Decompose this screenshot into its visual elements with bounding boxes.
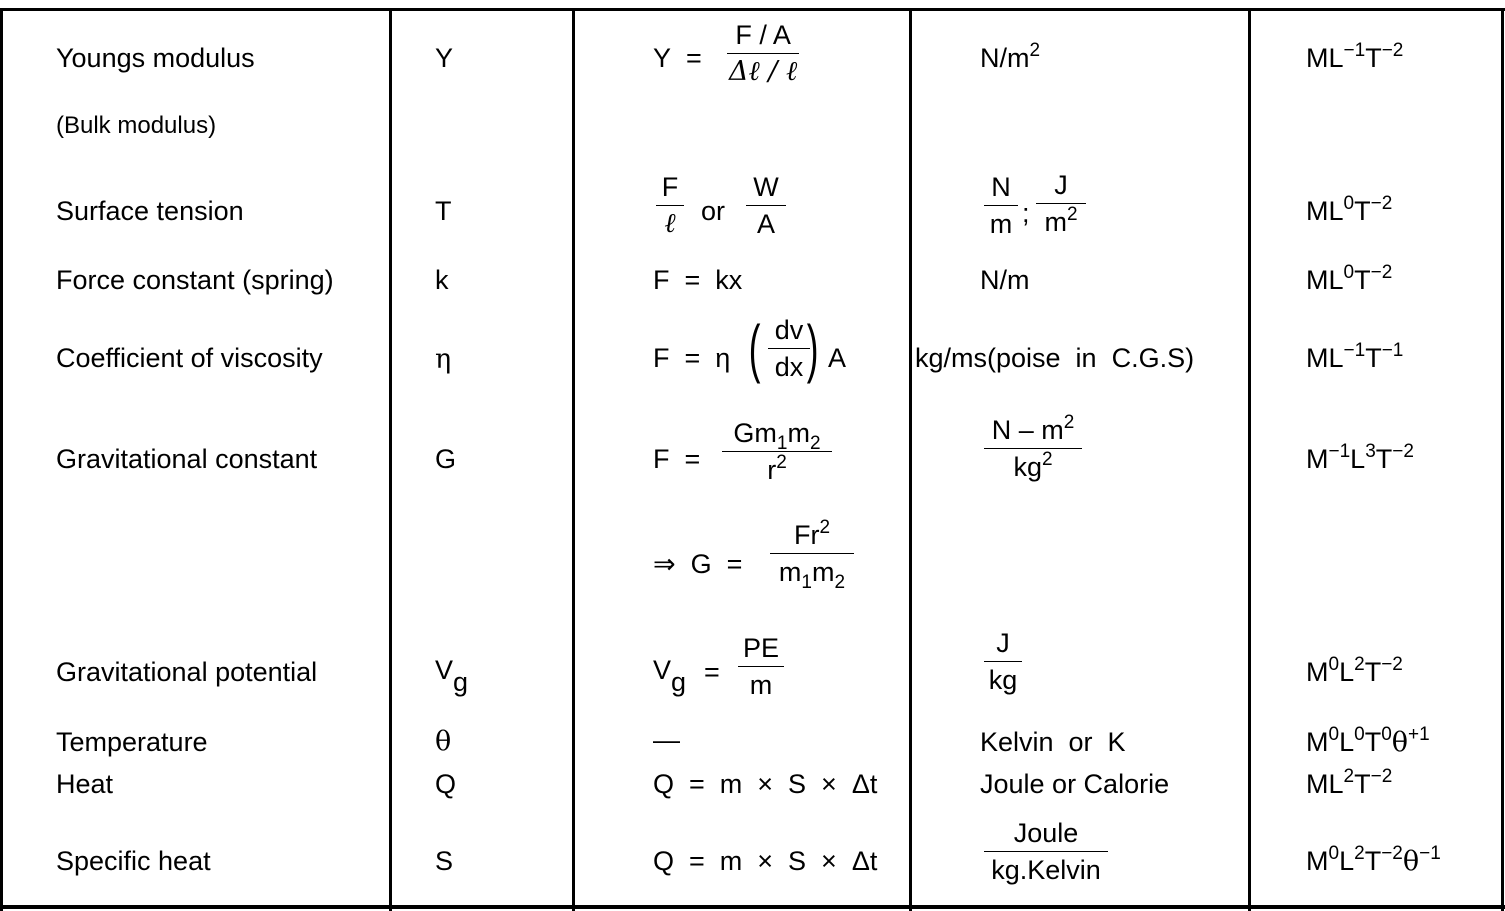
- dim-exp: 0: [1328, 654, 1340, 675]
- unit-base: N/m: [980, 43, 1030, 73]
- formula-fraction: [770, 517, 854, 593]
- fraction-denominator: m: [738, 666, 784, 700]
- fraction-denominator: Δℓ / ℓ: [727, 53, 799, 87]
- quantity-symbol: Y: [435, 43, 454, 73]
- quantity-name: Specific heat: [56, 846, 211, 876]
- dim-base: θ: [1391, 727, 1409, 758]
- fraction-denominator: ℓ: [656, 205, 684, 239]
- numerator-subscript: 2: [810, 433, 821, 454]
- fraction-numerator: F / A: [735, 20, 791, 50]
- fraction-numerator: dv: [774, 315, 804, 345]
- dim-exp: 0: [1381, 724, 1392, 745]
- fraction-denominator: [984, 448, 1082, 482]
- dim-base: M: [1306, 846, 1329, 876]
- unit: Kelvin or K: [980, 727, 1126, 757]
- unit-fraction: [984, 628, 1022, 695]
- formula-lhs-subscript: g: [671, 667, 687, 697]
- denominator-base: m: [1044, 207, 1067, 237]
- formula-lhs: ⇒ G =: [653, 549, 743, 579]
- dim-base: T: [1364, 846, 1382, 876]
- dim-exp: 0: [1354, 724, 1365, 745]
- fraction-numerator: W: [753, 172, 779, 202]
- numerator-exponent: 2: [819, 517, 831, 538]
- formula-lhs: [653, 655, 687, 697]
- fraction-numerator: [722, 418, 832, 454]
- dim-exp: 0: [1343, 262, 1355, 283]
- dim-base: L: [1350, 444, 1366, 474]
- unit: Joule or Calorie: [980, 769, 1170, 799]
- unit-separator: ;: [1022, 198, 1030, 228]
- dim-exp: 2: [1343, 766, 1355, 787]
- quantity-note: (Bulk modulus): [56, 112, 217, 139]
- fraction-numerator: J: [1054, 170, 1068, 200]
- fraction-denominator: [770, 553, 854, 593]
- numerator-base: Fr: [793, 520, 820, 550]
- denominator-part: m: [812, 557, 835, 587]
- dim-base: ML: [1306, 43, 1344, 73]
- dim-base: T: [1364, 727, 1382, 757]
- quantity-symbol: [435, 655, 469, 697]
- dimension: [1306, 193, 1393, 226]
- numerator-base: N – m: [991, 415, 1064, 445]
- column-divider: [389, 9, 392, 911]
- formula-fraction: [746, 172, 786, 239]
- denominator-base: kg: [1013, 452, 1042, 482]
- fraction-numerator: [984, 412, 1082, 448]
- dim-base: θ: [1402, 846, 1420, 877]
- fraction-denominator: dx: [768, 348, 810, 382]
- column-divider: [0, 9, 3, 911]
- fraction-denominator: [722, 451, 832, 485]
- denominator-subscript: 2: [834, 572, 846, 593]
- dim-exp: 0: [1343, 193, 1355, 214]
- unit-exponent: 2: [1029, 40, 1041, 61]
- dim-base: T: [1375, 444, 1393, 474]
- formula-fraction: [738, 633, 784, 700]
- dim-base: M: [1306, 657, 1329, 687]
- dimension: [1306, 40, 1404, 73]
- column-divider: [1248, 9, 1251, 911]
- dim-exp: −1: [1419, 843, 1441, 864]
- dimension: [1306, 843, 1441, 877]
- fraction-denominator: [1036, 203, 1086, 237]
- dim-exp: −1: [1343, 340, 1366, 361]
- formula-lhs: F = η: [653, 343, 731, 373]
- dim-exp: 2: [1354, 654, 1365, 675]
- formula-fraction: [768, 315, 810, 382]
- dim-base: T: [1365, 343, 1382, 373]
- dim-base: T: [1354, 769, 1371, 799]
- unit: [980, 40, 1041, 73]
- quantity-symbol: k: [435, 265, 449, 295]
- denominator-exponent: 2: [1041, 449, 1053, 470]
- dim-exp: +1: [1408, 724, 1430, 745]
- formula: —: [653, 725, 680, 755]
- numerator-part: m: [787, 418, 810, 448]
- numerator-part: Gm: [733, 418, 777, 448]
- right-paren: ): [806, 312, 819, 384]
- unit-fraction: [984, 818, 1108, 885]
- quantity-name: Youngs modulus: [56, 43, 255, 73]
- dim-base: M: [1306, 444, 1329, 474]
- fraction-numerator: F: [661, 172, 679, 202]
- formula-fraction: [722, 418, 832, 485]
- formula-rhs: A: [828, 343, 847, 373]
- dimension: [1306, 262, 1393, 295]
- unit-fraction: [1036, 170, 1086, 237]
- unit: kg/ms(poise in C.G.S): [915, 343, 1195, 373]
- formula: Q = m × S × Δt: [653, 769, 878, 799]
- dim-base: T: [1354, 196, 1371, 226]
- unit-fraction: [984, 172, 1018, 239]
- formula-lhs-symbol: V: [653, 655, 672, 685]
- quantity-symbol: θ: [435, 726, 452, 757]
- unit-fraction: [984, 412, 1082, 482]
- dimension: [1306, 340, 1404, 373]
- fraction-denominator: m: [984, 205, 1018, 239]
- quantity-name: Surface tension: [56, 196, 244, 226]
- dim-base: ML: [1306, 343, 1344, 373]
- quantity-name: Coefficient of viscosity: [56, 343, 323, 373]
- dimension: [1306, 441, 1414, 474]
- dimension: [1306, 724, 1430, 758]
- dim-exp: −2: [1370, 262, 1393, 283]
- dimension: [1306, 654, 1403, 687]
- quantity-symbol: η: [435, 344, 452, 375]
- dim-exp: −1: [1381, 340, 1404, 361]
- formula-or: or: [701, 196, 726, 226]
- numerator-subscript: 1: [776, 433, 788, 454]
- fraction-numerator: PE: [742, 633, 780, 663]
- formula-lhs: F =: [653, 444, 701, 474]
- dim-base: ML: [1306, 196, 1344, 226]
- dim-exp: −2: [1381, 654, 1403, 675]
- denominator-subscript: 1: [801, 572, 812, 593]
- quantity-symbol: S: [435, 846, 454, 876]
- table-bottom-border: [0, 905, 1505, 909]
- formula-lhs-symbol: Y: [653, 43, 672, 73]
- dim-base: ML: [1306, 769, 1344, 799]
- symbol-subscript: g: [453, 667, 469, 697]
- fraction-numerator: N: [991, 172, 1011, 202]
- denominator-base: r: [767, 455, 777, 485]
- table-top-border: [0, 8, 1505, 11]
- quantity-name: Heat: [56, 769, 114, 799]
- dimension: [1306, 766, 1393, 799]
- dim-base: T: [1365, 43, 1382, 73]
- quantity-name: Temperature: [56, 727, 208, 757]
- column-divider: [909, 9, 912, 911]
- dim-exp: 2: [1354, 843, 1365, 864]
- denominator-exponent: 2: [1066, 204, 1078, 225]
- dim-exp: −2: [1370, 193, 1393, 214]
- quantity-symbol: Q: [435, 769, 457, 799]
- dim-base: T: [1354, 265, 1371, 295]
- dim-base: L: [1339, 846, 1355, 876]
- fraction-denominator: kg.Kelvin: [984, 851, 1108, 885]
- dim-exp: 3: [1365, 441, 1376, 462]
- dim-exp: −1: [1328, 441, 1351, 462]
- formula: F = kx: [653, 265, 743, 295]
- formula-fraction: [656, 172, 684, 239]
- dim-base: T: [1364, 657, 1382, 687]
- dim-base: M: [1306, 727, 1329, 757]
- quantity-symbol: T: [435, 196, 452, 226]
- dim-exp: −2: [1392, 441, 1414, 462]
- quantity-name: Force constant (spring): [56, 265, 334, 295]
- dim-exp: 0: [1328, 724, 1340, 745]
- left-paren: (: [748, 312, 761, 384]
- dim-base: L: [1339, 727, 1355, 757]
- denominator-exponent: 2: [776, 452, 787, 473]
- symbol-base: V: [435, 655, 454, 685]
- column-divider: [572, 9, 575, 911]
- dim-exp: −2: [1381, 843, 1403, 864]
- dim-exp: −1: [1343, 40, 1366, 61]
- fraction-numerator: J: [996, 628, 1010, 658]
- dim-base: L: [1339, 657, 1355, 687]
- fraction-numerator: [770, 517, 854, 553]
- formula-lhs: [653, 43, 702, 73]
- formula-equals: =: [704, 657, 720, 687]
- formula-equals: =: [686, 43, 702, 73]
- fraction-numerator: Joule: [1013, 818, 1079, 848]
- numerator-exponent: 2: [1063, 412, 1075, 433]
- formula: Q = m × S × Δt: [653, 846, 878, 876]
- column-divider: [1501, 9, 1504, 911]
- unit: N/m: [980, 265, 1030, 295]
- dim-base: ML: [1306, 265, 1344, 295]
- quantity-name: Gravitational potential: [56, 657, 318, 687]
- dim-exp: −2: [1381, 40, 1404, 61]
- denominator-part: m: [778, 557, 802, 587]
- dim-exp: 0: [1328, 843, 1340, 864]
- dim-exp: −2: [1370, 766, 1393, 787]
- fraction-denominator: A: [746, 205, 786, 239]
- fraction-denominator: kg: [984, 661, 1022, 695]
- quantity-name: Gravitational constant: [56, 444, 318, 474]
- formula-fraction: [727, 20, 799, 87]
- quantity-symbol: G: [435, 444, 457, 474]
